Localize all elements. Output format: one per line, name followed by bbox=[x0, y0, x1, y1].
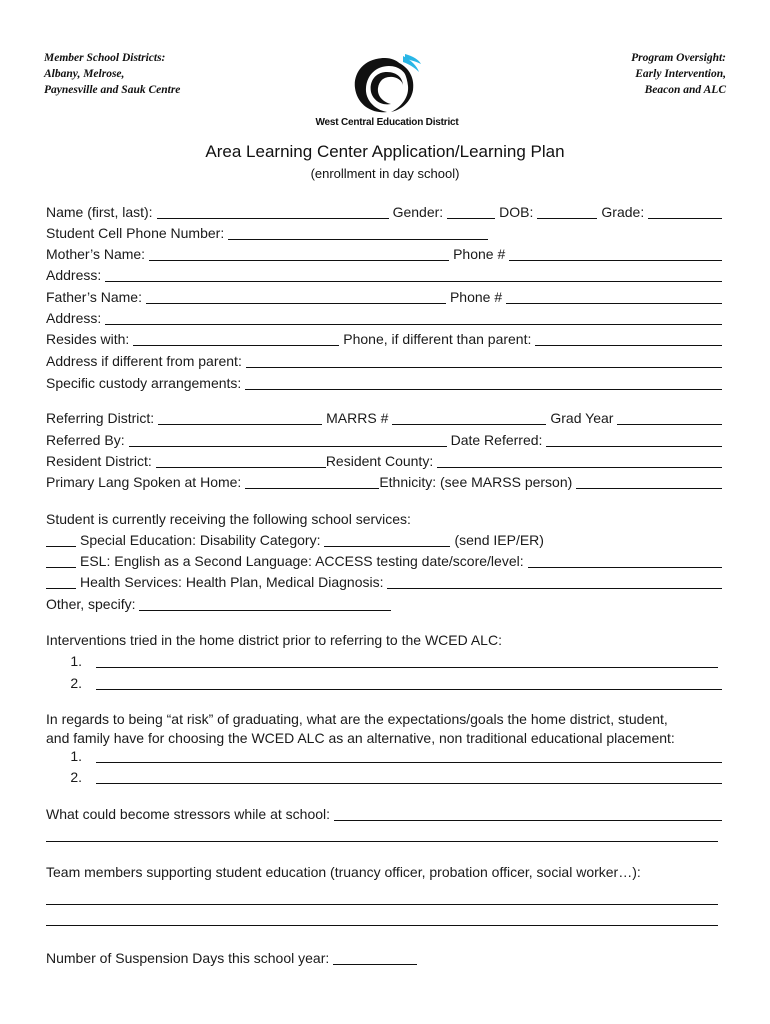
program-oversight-line-1: Program Oversight: bbox=[631, 52, 726, 64]
res-district-row bbox=[46, 449, 722, 469]
primary-lang-label: Primary Lang Spoken at Home: bbox=[46, 474, 242, 490]
other-row bbox=[46, 592, 722, 612]
mother-phone-label: Phone # bbox=[453, 246, 506, 262]
esl-field[interactable] bbox=[528, 553, 722, 568]
sped-row bbox=[46, 528, 722, 548]
services-intro-row bbox=[46, 507, 722, 527]
risk-line-2-row bbox=[46, 726, 722, 746]
intervention-1-field[interactable] bbox=[96, 653, 718, 668]
mother-field[interactable] bbox=[149, 246, 449, 261]
stressors-field[interactable] bbox=[334, 806, 722, 821]
member-districts-line-1: Member School Districts: bbox=[44, 52, 166, 64]
mother-label: Mother’s Name: bbox=[46, 246, 146, 262]
primary-lang-row bbox=[46, 470, 722, 490]
address2-label: Address: bbox=[46, 310, 102, 326]
addr-diff-row bbox=[46, 349, 722, 369]
interventions-label: Interventions tried in the home district prior to referring to the WCED ALC: bbox=[46, 632, 502, 648]
risk-1-row bbox=[46, 744, 722, 764]
res-county-label: Resident County: bbox=[325, 453, 434, 469]
ethnicity-label: Ethnicity: (see MARSS person) bbox=[379, 474, 573, 490]
risk-question-line-1: In regards to being “at risk” of graduating, what are the expectations/goals the home district, student, bbox=[46, 711, 668, 727]
intervention-2-number: 2. bbox=[70, 675, 82, 691]
cell-field[interactable] bbox=[228, 225, 488, 240]
esl-check-field[interactable] bbox=[46, 553, 76, 568]
marrs-label: MARRS # bbox=[326, 410, 389, 426]
health-field[interactable] bbox=[387, 574, 722, 589]
program-oversight-header bbox=[631, 50, 726, 98]
risk-line-1-row bbox=[46, 707, 722, 727]
member-districts-line-2: Albany, Melrose, bbox=[44, 68, 125, 80]
cell-row bbox=[46, 221, 722, 241]
grade-label: Grade: bbox=[601, 204, 645, 220]
stressors-label: What could become stressors while at school: bbox=[46, 806, 331, 822]
form-subtitle: (enrollment in day school) bbox=[310, 166, 460, 181]
team-line-1-field[interactable] bbox=[46, 890, 718, 905]
addr-diff-label: Address if different from parent: bbox=[46, 353, 242, 369]
gender-field[interactable] bbox=[447, 204, 495, 219]
sped-check-field[interactable] bbox=[46, 532, 76, 547]
health-check-field[interactable] bbox=[46, 574, 76, 589]
ref-district-row bbox=[46, 406, 722, 426]
father-phone-field[interactable] bbox=[506, 289, 722, 304]
esl-label: ESL: English as a Second Language: ACCESS testing date/score/level: bbox=[80, 553, 524, 569]
dob-field[interactable] bbox=[537, 204, 597, 219]
grade-field[interactable] bbox=[648, 204, 722, 219]
esl-row bbox=[46, 549, 722, 569]
member-districts-header bbox=[44, 50, 180, 98]
custody-field[interactable] bbox=[245, 375, 722, 390]
team-row bbox=[46, 860, 722, 880]
risk-2-row bbox=[46, 765, 722, 785]
ethnicity-field[interactable] bbox=[576, 474, 722, 489]
custody-label: Specific custody arrangements: bbox=[46, 375, 242, 391]
intervention-1-number: 1. bbox=[70, 653, 82, 669]
program-oversight-line-3: Beacon and ALC bbox=[644, 84, 726, 96]
team-label: Team members supporting student education (truancy officer, probation officer, social worker…): bbox=[46, 864, 641, 880]
team-line-2-row bbox=[46, 907, 722, 927]
father-label: Father’s Name: bbox=[46, 289, 142, 305]
intervention-1-row bbox=[46, 649, 722, 669]
risk-2-number: 2. bbox=[70, 769, 82, 785]
intervention-2-row bbox=[46, 671, 722, 691]
referred-by-row bbox=[46, 428, 722, 448]
intervention-2-field[interactable] bbox=[96, 675, 722, 690]
ref-district-field[interactable] bbox=[158, 410, 322, 425]
sped-category-field[interactable] bbox=[324, 532, 450, 547]
address1-field[interactable] bbox=[105, 267, 722, 282]
address2-field[interactable] bbox=[105, 310, 722, 325]
interventions-row bbox=[46, 628, 722, 648]
grad-year-label: Grad Year bbox=[550, 410, 614, 426]
suspension-label: Number of Suspension Days this school year: bbox=[46, 950, 330, 966]
other-field[interactable] bbox=[139, 596, 391, 611]
name-row bbox=[46, 200, 722, 220]
resides-row bbox=[46, 327, 722, 347]
dob-label: DOB: bbox=[499, 204, 534, 220]
other-label: Other, specify: bbox=[46, 596, 136, 612]
cell-label: Student Cell Phone Number: bbox=[46, 225, 225, 241]
risk-2-field[interactable] bbox=[96, 769, 722, 784]
res-district-field[interactable] bbox=[156, 453, 326, 468]
team-line-2-field[interactable] bbox=[46, 911, 718, 926]
grad-year-field[interactable] bbox=[617, 410, 722, 425]
risk-1-field[interactable] bbox=[96, 748, 722, 763]
team-line-1-row bbox=[46, 886, 722, 906]
form-title: Area Learning Center Application/Learning Plan bbox=[205, 142, 565, 161]
address1-label: Address: bbox=[46, 267, 102, 283]
stressors-row bbox=[46, 802, 722, 822]
mother-phone-field[interactable] bbox=[509, 246, 722, 261]
health-label: Health Services: Health Plan, Medical Diagnosis: bbox=[80, 574, 384, 590]
risk-1-number: 1. bbox=[70, 748, 82, 764]
custody-row bbox=[46, 371, 722, 391]
addr-diff-field[interactable] bbox=[246, 353, 722, 368]
father-phone-label: Phone # bbox=[449, 289, 503, 305]
address1-row bbox=[46, 263, 722, 283]
primary-lang-field[interactable] bbox=[245, 474, 379, 489]
suspension-field[interactable] bbox=[333, 950, 417, 965]
risk-question-line-2: and family have for choosing the WCED ALC as an alternative, non traditional educational placement: bbox=[46, 730, 675, 746]
resides-field[interactable] bbox=[133, 331, 339, 346]
res-county-field[interactable] bbox=[437, 453, 722, 468]
services-intro-text: Student is currently receiving the following school services: bbox=[46, 511, 411, 527]
stressors-extra-field[interactable] bbox=[46, 827, 718, 842]
name-label: Name (first, last): bbox=[46, 204, 153, 220]
swirl-logo-icon bbox=[345, 50, 425, 120]
phone-diff-label: Phone, if different than parent: bbox=[343, 331, 532, 347]
program-oversight-line-2: Early Intervention, bbox=[635, 68, 726, 80]
health-row bbox=[46, 570, 722, 590]
name-field[interactable] bbox=[157, 204, 389, 219]
marrs-field[interactable] bbox=[392, 410, 546, 425]
phone-diff-field[interactable] bbox=[535, 331, 722, 346]
res-district-label: Resident District: bbox=[46, 453, 152, 469]
member-districts-line-3: Paynesville and Sauk Centre bbox=[44, 84, 181, 96]
logo-text: West Central Education District bbox=[315, 117, 459, 128]
suspension-row bbox=[46, 946, 722, 966]
date-referred-field[interactable] bbox=[546, 432, 722, 447]
date-referred-label: Date Referred: bbox=[450, 432, 543, 448]
mother-row bbox=[46, 242, 722, 262]
sped-note: (send IEP/ER) bbox=[454, 532, 544, 548]
father-row bbox=[46, 285, 722, 305]
stressors-extra-row bbox=[46, 823, 722, 843]
referred-by-field[interactable] bbox=[129, 432, 447, 447]
ref-district-label: Referring District: bbox=[46, 410, 155, 426]
address2-row bbox=[46, 306, 722, 326]
father-field[interactable] bbox=[146, 289, 446, 304]
sped-label: Special Education: Disability Category: bbox=[80, 532, 321, 548]
gender-label: Gender: bbox=[392, 204, 444, 220]
referred-by-label: Referred By: bbox=[46, 432, 125, 448]
resides-label: Resides with: bbox=[46, 331, 130, 347]
